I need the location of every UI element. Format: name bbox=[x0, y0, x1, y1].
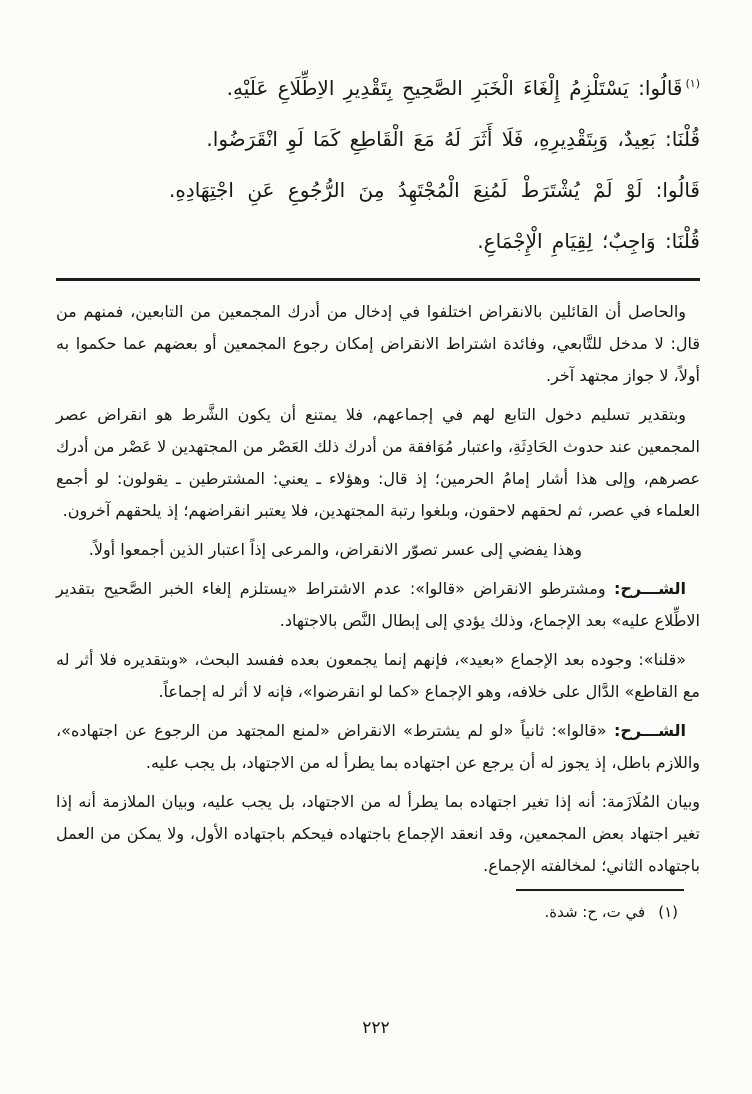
commentary-paragraph bbox=[56, 715, 700, 779]
commentary-paragraph bbox=[56, 399, 700, 527]
commentary-text: وبيان المُلَازَمة: أنه إذا تغير اجتهاده بما يطرأ له من الاجتهاد، بل يجب عليه، وبيان الملازمة أنه إذا تغير اجتهاد بعض المجمعين، وقد انعقد الإجماع باجتهاده فيحكم باجتهاده الأول، ولا يمكن من العمل باجتهاده الثاني؛ لمخالفته الإجماع. bbox=[56, 791, 700, 875]
commentary-paragraph bbox=[56, 644, 700, 708]
commentary-paragraph bbox=[56, 786, 700, 882]
commentary-text: وهذا يفضي إلى عسر تصوّر الانقراض، والمرعى إذاً اعتبار الذين أجمعوا أولاً. bbox=[88, 539, 582, 559]
footnote-area bbox=[56, 889, 700, 925]
footnote-separator-rule bbox=[516, 889, 684, 892]
matn-line-text: قَالُوا: لَوْ لَمْ يُشْتَرَطْ لَمُنِعَ الْمُجْتَهِدُ مِنَ الرُّجُوعِ عَنِ اجْتِهَادِهِ. bbox=[168, 178, 700, 202]
commentary-paragraph bbox=[56, 296, 700, 392]
commentary-text: «قلنا»: وجوده بعد الإجماع «بعيد»، فإنهم إنما يجمعون بعده ففسد البحث، «وبتقديره فلا أثر له مع القاطع» الدَّال على خلافه، وهو الإجماع «كما لو انقرضوا»، فإنه لا أثر له إجماعاً. bbox=[56, 649, 700, 701]
footnote-reference-marker: (١) bbox=[685, 77, 700, 91]
matn-line bbox=[56, 227, 700, 256]
commentary-paragraph bbox=[56, 534, 700, 566]
page-number: ٢٢٢ bbox=[362, 1018, 390, 1038]
sharh-label: الشـــرح: bbox=[613, 578, 687, 598]
commentary-text: ومشترطو الانقراض «قالوا»: عدم الاشتراط «يستلزم إلغاء الخبر الصَّحيح بتقدير الاطِّلاع عليه» بعد الإجماع، وذلك يؤدي إلى إبطال النَّص بالاجتهاد. bbox=[56, 578, 700, 630]
matn-line bbox=[56, 74, 700, 103]
matn-line bbox=[56, 176, 700, 205]
footnote bbox=[56, 900, 678, 924]
commentary-section bbox=[56, 281, 700, 882]
matn-line-text: قُلْنَا: وَاجِبٌ؛ لِقِيَامِ الْإِجْمَاعِ. bbox=[477, 229, 700, 253]
commentary-text: «قالوا»: ثانياً «لو لم يشترط» الانقراض «لمنع المجتهد من الرجوع عن اجتهاده»، واللازم باطل، إذ يجوز له أن يرجع عن اجتهاده بما يطرأ له من الاجتهاد، بل يجب عليه. bbox=[56, 720, 700, 772]
footnote-text: في ت، ح: شدة. bbox=[544, 903, 646, 921]
commentary-text: والحاصل أن القائلين بالانقراض اختلفوا في إدخال من أدرك المجمعين من التابعين، فمنهم من قال: لا مدخل للتَّابعي، وفائدة اشتراط الانقراض إمكان رجوع المجمعين أو بعضهم عما حكموا به أولاً، لا جواز مجتهد آخر. bbox=[56, 301, 700, 385]
sharh-label: الشـــرح: bbox=[613, 720, 686, 740]
footnote-number: (١) bbox=[658, 903, 678, 921]
matn-line-text: قَالُوا: يَسْتَلْزِمُ إِلْغَاءَ الْخَبَرِ الصَّحِيحِ بِتَقْدِيرِ الاِطِّلَاعِ عَلَيْهِ. bbox=[226, 76, 683, 100]
commentary-paragraph bbox=[56, 573, 700, 637]
matn-line bbox=[56, 125, 700, 154]
commentary-text: وبتقدير تسليم دخول التابع لهم في إجماعهم، فلا يمتنع أن يكون الشَّرط هو انقراض عصر المجمعين عند حدوث الحَادِثَةِ، واعتبار مُوَافقة من أدرك ذلك العَصْر من المجتهدين لا عَصْر من أدرك عصرهم، وإلى هذا أشار إمامُ الحرمين؛ إذ قال: وهؤلاء ـ يعني: المشترطين ـ يقولون: لو أجمع العلماء في عصر، ثم لحقهم لاحقون، وبلغوا رتبة المجتهدين، فلا يعتبر انقراضهم؛ إذ يلحقهم آخرون. bbox=[56, 404, 700, 520]
matn-section bbox=[56, 0, 700, 256]
matn-line-text: قُلْنَا: بَعِيدٌ، وَبِتَقْدِيرِهِ، فَلَا أَثَرَ لَهُ مَعَ الْقَاطِعِ كَمَا لَوِ انْقَرَضُوا. bbox=[206, 127, 700, 151]
